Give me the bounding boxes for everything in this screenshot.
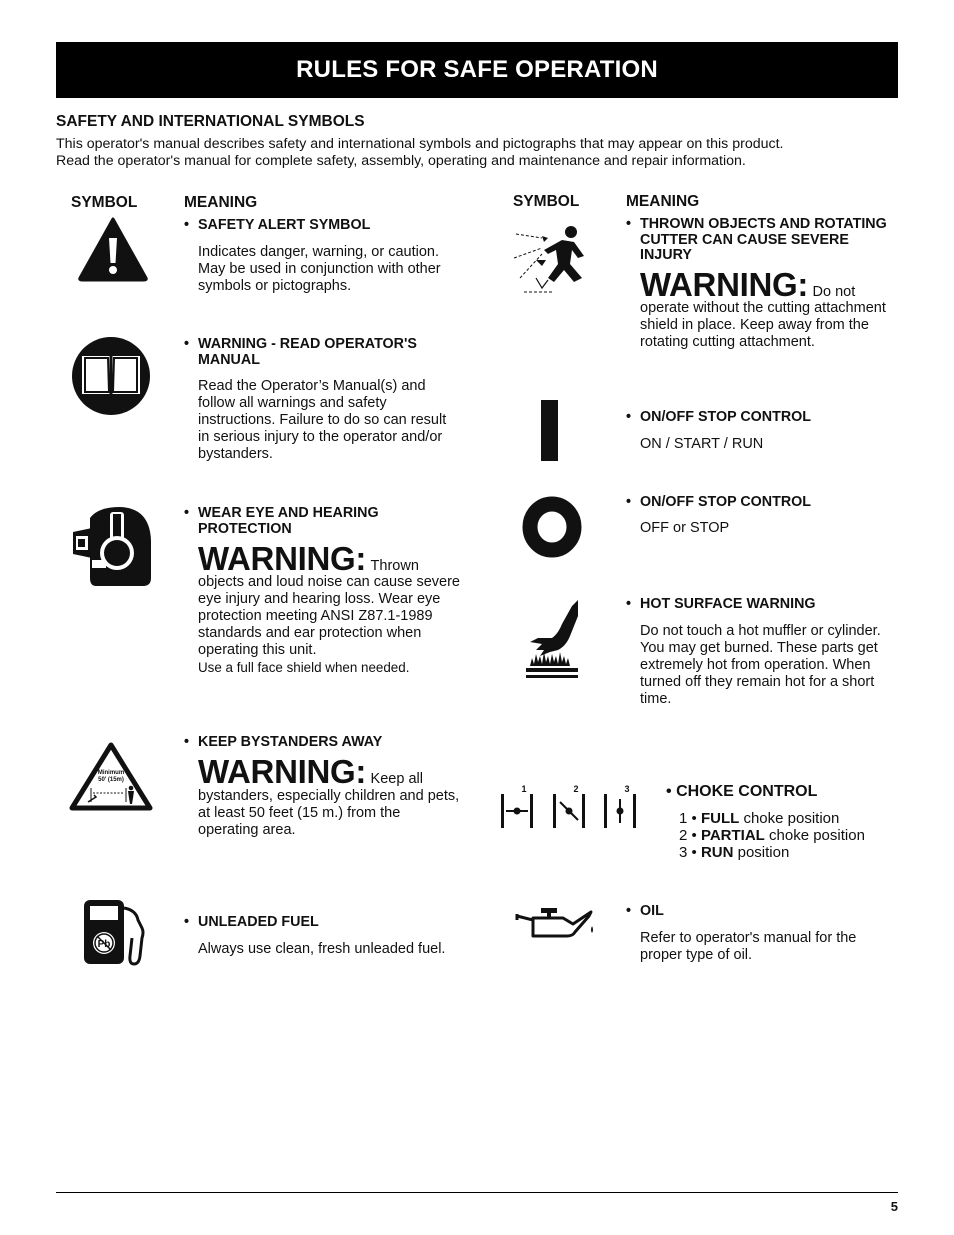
section-intro — [56, 136, 896, 169]
warning-word: WARNING: — [640, 266, 809, 303]
bystanders-warning — [198, 753, 468, 790]
icon-label-pb: Pb — [97, 939, 111, 950]
hot-surface-icon — [522, 598, 580, 680]
left-meaning-header: MEANING — [184, 194, 258, 211]
left-symbol-header: SYMBOL — [71, 194, 138, 211]
bullet: • — [666, 783, 672, 800]
page-banner: RULES FOR SAFE OPERATION — [56, 42, 898, 98]
safety-alert-title-text: SAFETY ALERT SYMBOL — [198, 217, 371, 233]
read-manual-text: Read the Operator’s Manual(s) and follow all warnings and safety instructions. Failure to do so can result in serious injury to the operator and/or bystanders. — [198, 378, 447, 462]
bystanders-text: bystanders, especially children and pets, at least 50 feet (15 m.) from the operating area. — [198, 788, 460, 838]
icon-label-distance: 50' (15m) — [98, 777, 124, 783]
bullet: • — [184, 914, 190, 930]
bullet: • — [184, 505, 190, 521]
choke-title — [666, 783, 886, 801]
fuel-text: Always use clean, fresh unleaded fuel. — [198, 941, 446, 957]
off-title — [626, 494, 902, 511]
fuel-title — [184, 914, 458, 931]
oil-title — [626, 903, 902, 920]
right-symbol-header: SYMBOL — [513, 193, 580, 210]
eye-hearing-text: objects and loud noise can cause severe eye injury and hearing loss. Wear eye protection meeting ANSI Z87.1-1989 standards and ear protection when operating this unit. — [198, 574, 460, 658]
bullet: • — [626, 494, 632, 510]
read-manual-icon — [71, 336, 151, 416]
hot-surface-text: Do not touch a hot muffler or cylinder. You may get burned. These parts get extremely hot from operation. When turned off they remain hot for a short time. — [640, 623, 881, 707]
choke-num-1: 1 — [521, 784, 527, 794]
read-manual-title — [184, 336, 458, 368]
on-title-text: ON/OFF STOP CONTROL — [640, 409, 812, 425]
oil-title-text: OIL — [640, 903, 664, 919]
eye-hearing-title-text: WEAR EYE AND HEARING PROTECTION — [198, 505, 379, 537]
read-manual-title-text: WARNING - READ OPERATOR'S MANUAL — [198, 336, 417, 368]
footer-rule — [56, 1192, 898, 1193]
off-text: OFF or STOP — [640, 520, 730, 536]
bullet: • — [626, 216, 632, 232]
choke-list — [679, 810, 909, 861]
off-symbol-icon — [521, 496, 583, 558]
intro-line-1: This operator's manual describes safety and international symbols and pictographs that may appear on this product. — [56, 136, 784, 152]
bullet: • — [626, 596, 632, 612]
thrown-text: operate without the cutting attachment shield in place. Keep away from the rotating cutting attachment. — [640, 300, 886, 350]
thrown-title-text: THROWN OBJECTS AND ROTATING CUTTER CAN CAUSE SEVERE INJURY — [640, 216, 887, 263]
on-text: ON / START / RUN — [640, 436, 764, 452]
off-title-text: ON/OFF STOP CONTROL — [640, 494, 812, 510]
bystanders-title — [184, 734, 458, 751]
safety-alert-icon — [77, 216, 149, 282]
eye-hearing-protection-icon — [70, 506, 152, 588]
thrown-warning — [640, 266, 902, 303]
choke-item-full: 1 • FULL choke position — [679, 810, 840, 827]
fuel-title-text: UNLEADED FUEL — [198, 914, 319, 930]
unleaded-fuel-icon — [82, 898, 146, 966]
bullet: • — [626, 903, 632, 919]
icon-label-minimum: Minimum — [97, 770, 125, 776]
oil-can-icon — [515, 906, 597, 942]
intro-line-2: Read the operator's manual for complete safety, assembly, operating and maintenance and repair information. — [56, 152, 746, 169]
choke-num-2: 2 — [573, 784, 579, 794]
bullet: • — [184, 217, 190, 233]
choke-title-text: CHOKE CONTROL — [676, 783, 818, 800]
section-title: SAFETY AND INTERNATIONAL SYMBOLS — [56, 113, 365, 130]
thrown-title — [626, 216, 902, 264]
eye-hearing-warning — [198, 540, 468, 577]
eye-hearing-title — [184, 505, 458, 537]
page-number: 5 — [890, 1199, 898, 1214]
choke-num-3: 3 — [624, 784, 630, 794]
warning-lead: Thrown — [370, 558, 419, 574]
hot-surface-title-text: HOT SURFACE WARNING — [640, 596, 816, 612]
bullet: • — [184, 734, 190, 750]
thrown-objects-icon — [512, 220, 596, 300]
warning-word: WARNING: — [198, 753, 367, 790]
warning-lead: Keep all — [370, 771, 423, 787]
on-symbol-icon — [541, 400, 559, 462]
on-title — [626, 409, 902, 426]
right-meaning-header: MEANING — [626, 193, 700, 210]
bystanders-title-text: KEEP BYSTANDERS AWAY — [198, 734, 383, 750]
choke-positions-icon — [500, 782, 640, 830]
hot-surface-title — [626, 596, 902, 613]
keep-bystanders-away-icon — [69, 742, 153, 812]
bullet: • — [184, 336, 190, 352]
safety-alert-title — [184, 217, 458, 234]
choke-item-run: 3 • RUN position — [679, 844, 790, 861]
oil-text: Refer to operator's manual for the proper type of oil. — [640, 930, 857, 963]
choke-item-partial: 2 • PARTIAL choke position — [679, 827, 865, 844]
bullet: • — [626, 409, 632, 425]
warning-lead: Do not — [812, 284, 856, 300]
warning-word: WARNING: — [198, 540, 367, 577]
safety-alert-text: Indicates danger, warning, or caution. May be used in conjunction with other symbols or pictographs. — [198, 244, 441, 294]
eye-hearing-text2: Use a full face shield when needed. — [198, 660, 410, 675]
